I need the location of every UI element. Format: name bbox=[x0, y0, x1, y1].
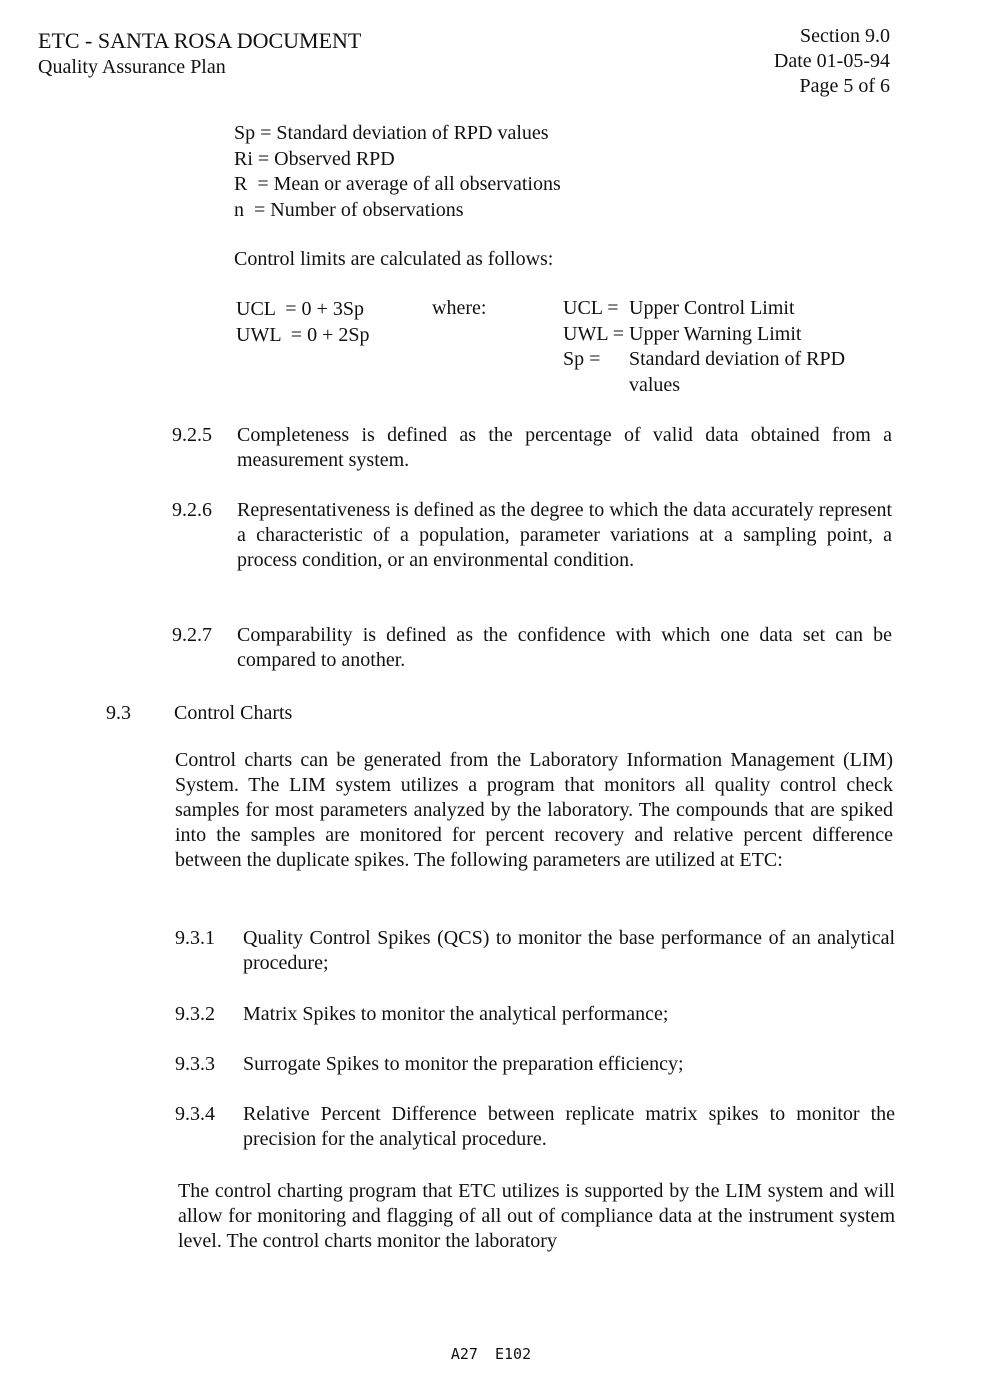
control-limits-intro: Control limits are calculated as follows: bbox=[234, 248, 554, 270]
item-number: 9.2.5 bbox=[172, 424, 212, 446]
control-limit-definitions bbox=[563, 296, 887, 398]
limit-def-row bbox=[563, 322, 887, 348]
page-label: Page 5 of 6 bbox=[799, 75, 890, 97]
limit-def-row bbox=[563, 347, 887, 398]
section-9-3-heading bbox=[106, 701, 292, 726]
item-number: 9.2.6 bbox=[172, 499, 212, 521]
control-charting-paragraph: The control charting program that ETC utilizes is supported by the LIM system and will allow for monitoring and flagging of all out of compliance data at the instrument system level. The control charts monitor the laboratory bbox=[178, 1180, 895, 1252]
item-text: Surrogate Spikes to monitor the preparation efficiency; bbox=[243, 1053, 684, 1075]
item-number: 9.2.7 bbox=[172, 624, 212, 646]
document-header-left bbox=[38, 28, 361, 80]
section-title: Control Charts bbox=[174, 702, 293, 724]
section-number: 9.3 bbox=[106, 702, 131, 724]
item-number: 9.3.1 bbox=[175, 927, 215, 949]
footer-code: A27 bbox=[450, 1345, 478, 1363]
limit-abbr: UWL = bbox=[563, 322, 625, 345]
definition-line: n = Number of observations bbox=[234, 198, 464, 221]
document-header-right bbox=[774, 24, 890, 99]
date-label: Date 01-05-94 bbox=[773, 50, 890, 72]
section-9-3-3 bbox=[175, 1052, 895, 1077]
item-text: Quality Control Spikes (QCS) to monitor the base performance of an analytical procedure; bbox=[243, 927, 895, 974]
definition-line: Sp = Standard deviation of RPD values bbox=[234, 122, 549, 144]
section-9-3-2 bbox=[175, 1002, 895, 1027]
document-title: Quality Assurance Plan bbox=[38, 56, 226, 78]
section-9-3-4 bbox=[175, 1102, 895, 1152]
control-charts-intro: Control charts can be generated from the Laboratory Information Management (LIM) System. The LIM system utilizes a program that monitors all quality control check samples for most parameters analyzed by the laboratory. The compounds that are spiked into the samples are monitored for percent recovery and relative percent difference between the duplicate spikes. The following parameters are utilized at ETC: bbox=[175, 749, 893, 871]
item-text: Matrix Spikes to monitor the analytical performance; bbox=[243, 1003, 669, 1025]
where-label: where: bbox=[432, 297, 487, 319]
org-name: ETC - SANTA ROSA DOCUMENT bbox=[38, 28, 362, 53]
section-9-2-7 bbox=[172, 623, 892, 673]
section-9-2-5 bbox=[172, 423, 892, 473]
item-text: Representativeness is defined as the degree to which the data accurately represent a characteristic of a population, parameter variations at a sampling point, a process condition, or an environmental condition. bbox=[237, 499, 892, 571]
section-label: Section 9.0 bbox=[800, 25, 890, 47]
footer-code: E102 bbox=[495, 1345, 532, 1363]
definition-line: R = Mean or average of all observations bbox=[234, 173, 561, 195]
limit-text: Standard deviation of RPD values bbox=[629, 348, 846, 396]
limit-text: Upper Warning Limit bbox=[629, 322, 802, 345]
item-text: Comparability is defined as the confidence with which one data set can be compared to another. bbox=[237, 624, 892, 671]
formula-ucl: UCL = 0 + 3Sp bbox=[236, 298, 364, 320]
item-text: Completeness is defined as the percentage of valid data obtained from a measurement system. bbox=[237, 424, 892, 471]
item-number: 9.3.3 bbox=[175, 1053, 215, 1075]
section-9-2-6 bbox=[172, 498, 892, 573]
control-limit-formulas bbox=[236, 296, 369, 348]
formula-uwl: UWL = 0 + 2Sp bbox=[236, 324, 370, 346]
variable-definitions bbox=[234, 121, 561, 223]
item-text: Relative Percent Difference between replicate matrix spikes to monitor the precision for the analytical procedure. bbox=[243, 1103, 895, 1150]
section-9-3-1 bbox=[175, 926, 895, 976]
page-footer bbox=[0, 1342, 982, 1367]
limit-text: Upper Control Limit bbox=[629, 297, 795, 319]
item-number: 9.3.4 bbox=[175, 1103, 215, 1125]
definition-line: Ri = Observed RPD bbox=[234, 147, 395, 170]
limit-abbr: Sp = bbox=[563, 348, 601, 370]
limit-abbr: UCL = bbox=[563, 297, 619, 319]
limit-def-row bbox=[563, 296, 887, 322]
item-number: 9.3.2 bbox=[175, 1003, 215, 1025]
